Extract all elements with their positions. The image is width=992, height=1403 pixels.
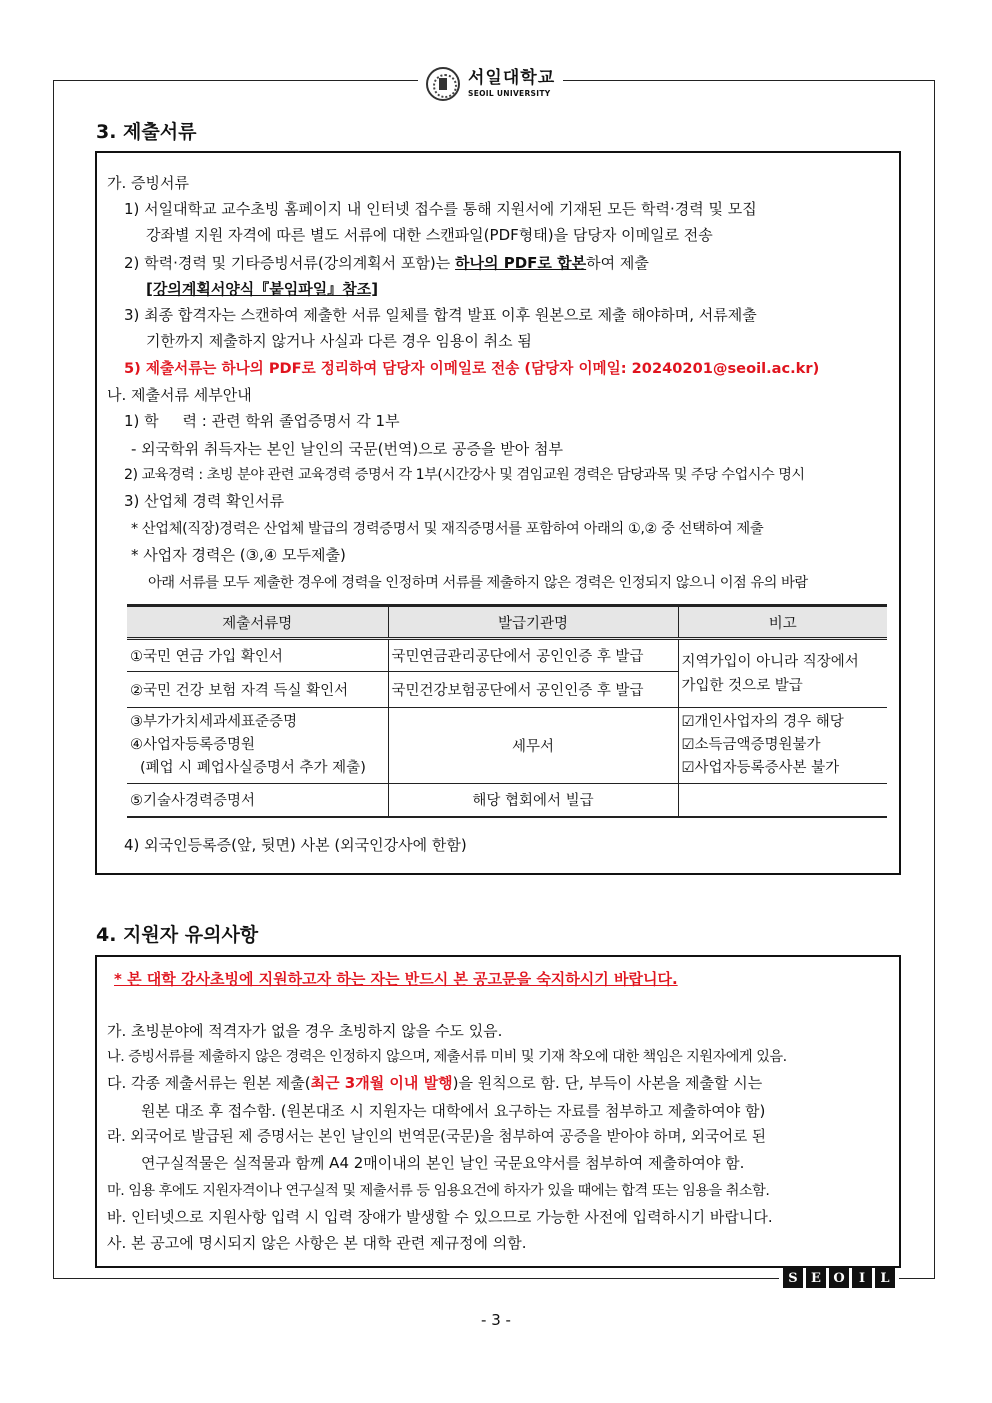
table-row xyxy=(127,639,887,672)
s3-d3-s3: 아래 서류를 모두 제출한 경우에 경력을 인정하며 서류를 제출하지 않은 경력은 인정되지 않으니 이점 유의 바람 xyxy=(148,575,808,591)
s4-sa: 사. 본 공고에 명시되지 않은 사항은 본 대학 관련 제규정에 의함. xyxy=(107,1234,527,1252)
logo-korean: 서일대학교 xyxy=(468,68,556,89)
s3-item1-a: 1) 서일대학교 교수초빙 홈페이지 내 인터넷 접수를 통해 지원서에 기재된 모든 학력·경력 및 모집 xyxy=(124,200,757,218)
s4-na: 나. 증빙서류를 제출하지 않은 경력은 인정하지 않으며, 제출서류 미비 및 기재 착오에 대한 책임은 지원자에게 있음. xyxy=(107,1049,787,1065)
table-cell: 해당 협회에서 빌급 xyxy=(388,784,678,817)
university-logo xyxy=(418,62,563,106)
badge-letter: L xyxy=(875,1268,895,1288)
table-cell: ③부가가치세과세표준증명 ④사업자등록증명원 (폐업 시 폐업사실증명서 추가 제출) xyxy=(127,708,388,784)
page-number: - 3 - xyxy=(481,1311,511,1329)
s3-d3-s1: * 산업체(직장)경력은 산업체 발급의 경력증명서 및 재직증명서를 포함하여 아래의 ①,② 중 선택하여 제출 xyxy=(131,521,764,537)
table-cell: ①국민 연금 가입 확인서 xyxy=(127,639,388,672)
s4-ra-b: 연구실적물은 실적물과 함께 A4 2매이내의 본인 날인 국문요약서를 첨부하여 제출하여야 함. xyxy=(141,1154,745,1172)
badge-letter: E xyxy=(806,1268,826,1288)
table-cell: ☑개인사업자의 경우 해당 ☑소득금액증명원불가 ☑사업자등록증사본 불가 xyxy=(678,708,887,784)
s3-item2-note: [강의계획서양식『붙임파일』참조] xyxy=(146,280,379,298)
s3-d3-s2: * 사업자 경력은 (③,④ 모두제출) xyxy=(131,546,346,564)
section3-title: 3. 제출서류 xyxy=(96,121,197,143)
badge-letter: S xyxy=(783,1268,803,1288)
s4-da: 다. 각종 제출서류는 원본 제출(최근 3개월 이내 발행)을 원칙으로 함. 단, 부득이 사본을 제출할 시는 xyxy=(107,1074,763,1092)
documents-table xyxy=(127,604,887,818)
s3-d1: 1) 학 력 : 관련 학위 졸업증명서 각 1부 xyxy=(124,412,400,430)
s3-item3-a: 3) 최종 합격자는 스캔하여 제출한 서류 일체를 합격 발표 이후 원본으로 제출 해야하며, 서류제출 xyxy=(124,306,757,324)
s3-item5: 5) 제출서류는 하나의 PDF로 정리하여 담당자 이메일로 전송 (담당자 이메일: 20240201@seoil.ac.kr) xyxy=(124,360,820,377)
university-emblem-icon xyxy=(426,67,460,101)
table-header: 비고 xyxy=(678,606,887,639)
table-cell xyxy=(678,784,887,817)
s3-d1-sub: - 외국학위 취득자는 본인 날인의 국문(번역)으로 공증을 받아 첨부 xyxy=(131,440,564,458)
s3-item3-b: 기한까지 제출하지 않거나 사실과 다른 경우 임용이 취소 됨 xyxy=(146,332,532,350)
s3-d4: 4) 외국인등록증(앞, 뒷면) 사본 (외국인강사에 한함) xyxy=(124,836,467,854)
s3-item2: 2) 학력·경력 및 기타증빙서류(강의계획서 포함)는 하나의 PDF로 합본하여 제출 xyxy=(124,254,649,272)
table-row xyxy=(127,784,887,817)
s4-ga: 가. 초빙분야에 적격자가 없을 경우 초빙하지 않을 수도 있음. xyxy=(107,1022,503,1040)
s3-d2: 2) 교육경력 : 초빙 분야 관련 교육경력 증명서 각 1부(시간강사 및 겸임교원 경력은 담당과목 및 주당 수업시수 명시 xyxy=(124,467,805,483)
s3-d3: 3) 산업체 경력 확인서류 xyxy=(124,492,285,510)
s3-ga: 가. 증빙서류 xyxy=(107,174,189,192)
table-cell: 지역가입이 아니라 직장에서 가입한 것으로 발급 xyxy=(678,639,887,708)
table-cell: ⑤기술사경력증명서 xyxy=(127,784,388,817)
table-cell: 국민건강보험공단에서 공인인증 후 발급 xyxy=(388,672,678,708)
s4-da-b: 원본 대조 후 접수함. (원본대조 시 지원자는 대학에서 요구하는 자료를 첨부하고 제출하여야 함) xyxy=(141,1102,766,1120)
table-header: 제출서류명 xyxy=(127,606,388,639)
logo-english: SEOIL UNIVERSITY xyxy=(468,89,551,99)
table-header: 발급기관명 xyxy=(388,606,678,639)
s4-ma: 마. 임용 후에도 지원자격이나 연구실적 및 제출서류 등 임용요건에 하자가 있을 때에는 합격 또는 임용을 취소함. xyxy=(107,1183,770,1199)
section4-title: 4. 지원자 유의사항 xyxy=(96,924,259,946)
s3-item1-b: 강좌별 지원 자격에 따른 별도 서류에 대한 스캔파일(PDF형태)을 담당자 이메일로 전송 xyxy=(146,226,713,244)
table-row xyxy=(127,708,887,784)
s4-ra-a: 라. 외국어로 발급된 제 증명서는 본인 날인의 번역문(국문)을 첨부하여 공증을 받아야 하며, 외국어로 된 xyxy=(107,1128,766,1145)
table-cell: 세무서 xyxy=(388,708,678,784)
badge-letter: O xyxy=(829,1268,849,1288)
table-cell: ②국민 건강 보험 자격 득실 확인서 xyxy=(127,672,388,708)
s4-ba: 바. 인터넷으로 지원사항 입력 시 입력 장애가 발생할 수 있으므로 가능한 사전에 입력하시기 바랍니다. xyxy=(107,1208,773,1226)
table-cell: 국민연금관리공단에서 공인인증 후 발급 xyxy=(388,639,678,672)
s3-na: 나. 제출서류 세부안내 xyxy=(107,386,252,404)
s4-notice: * 본 대학 강사초빙에 지원하고자 하는 자는 반드시 본 공고문을 숙지하시기 바랍니다. xyxy=(114,970,678,988)
seoil-badge xyxy=(779,1268,899,1288)
badge-letter: I xyxy=(852,1268,872,1288)
